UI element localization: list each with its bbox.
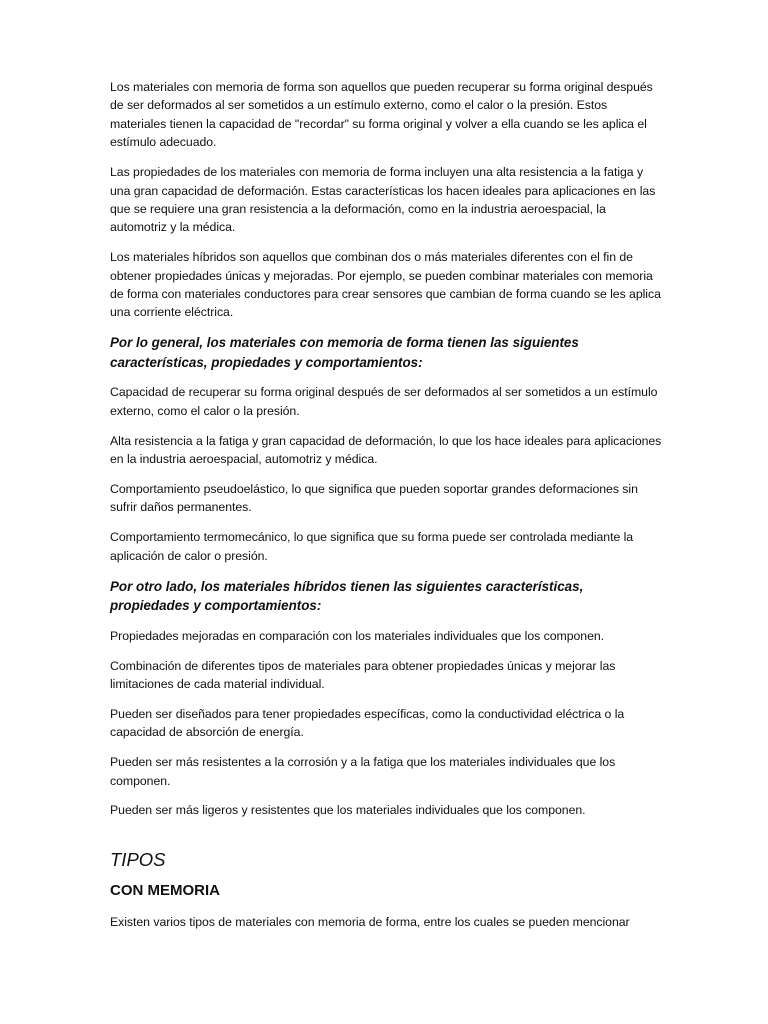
paragraph-hibridos-4: Pueden ser más resistentes a la corrosión y a la fatiga que los materiales individuales que los componen. <box>110 755 616 788</box>
paragraph-hibridos-5: Pueden ser más ligeros y resistentes que los materiales individuales que los componen. <box>110 803 586 818</box>
subsection-title-con-memoria: CON MEMORIA <box>110 881 220 899</box>
section-title-tipos: TIPOS <box>110 848 166 870</box>
paragraph-hibridos-1: Propiedades mejoradas en comparación con los materiales individuales que los componen. <box>110 628 605 643</box>
paragraph-memoria-2: Alta resistencia a la fatiga y gran capacidad de deformación, lo que los hace ideales para aplicaciones en la industria aeroespacial, automotriz y médica. <box>110 433 662 467</box>
paragraph-memoria-1: Capacidad de recuperar su forma original después de ser deformados al ser sometidos a un estímulo externo, como el calor o la presión. <box>110 385 658 418</box>
paragraph-hibridos-3: Pueden ser diseñados para tener propiedades específicas, como la conductividad eléctrica o la capacidad de absorción de energía. <box>110 706 625 740</box>
document-page <box>110 78 665 943</box>
paragraph-memoria-4: Comportamiento termomecánico, lo que significa que su forma puede ser controlada mediante la aplicación de calor o presión. <box>110 530 634 563</box>
paragraph-hibridos-2: Combinación de diferentes tipos de materiales para obtener propiedades únicas y mejorar las limitaciones de cada material individual. <box>110 658 616 691</box>
paragraph-intro-2: Las propiedades de los materiales con memoria de forma incluyen una alta resistencia a la fatiga y una gran capacidad de deformación. Estas características los hacen ideales para aplicaciones en las que se requiere una gran resistencia a la deformación, como en la industria aeroespacial, la automotriz y la médica. <box>110 165 656 235</box>
heading-memoria-characteristics: Por lo general, los materiales con memoria de forma tienen las siguientes características, propiedades y comportamientos: <box>110 335 579 370</box>
paragraph-memoria-3: Comportamiento pseudoelástico, lo que significa que pueden soportar grandes deformaciones sin sufrir daños permanentes. <box>110 482 638 515</box>
paragraph-tipos-intro: Existen varios tipos de materiales con memoria de forma, entre los cuales se pueden mencionar <box>110 914 630 929</box>
paragraph-intro-1: Los materiales con memoria de forma son aquellos que pueden recuperar su forma original después de ser deformados al ser sometidos a un estímulo externo, como el calor o la presión. Estos materiales tienen la capacidad de "recordar" su forma original y volver a ella cuando se les aplica el estímulo adecuado. <box>110 80 653 150</box>
paragraph-intro-3: Los materiales híbridos son aquellos que combinan dos o más materiales diferentes con el fin de obtener propiedades únicas y mejoradas. Por ejemplo, se pueden combinar materiales con memoria de forma con materiales conductores para crear sensores que cambian de forma cuando se les aplica una corriente eléctrica. <box>110 250 661 320</box>
heading-hibridos-characteristics: Por otro lado, los materiales híbridos tienen las siguientes características, propiedades y comportamientos: <box>110 578 584 614</box>
